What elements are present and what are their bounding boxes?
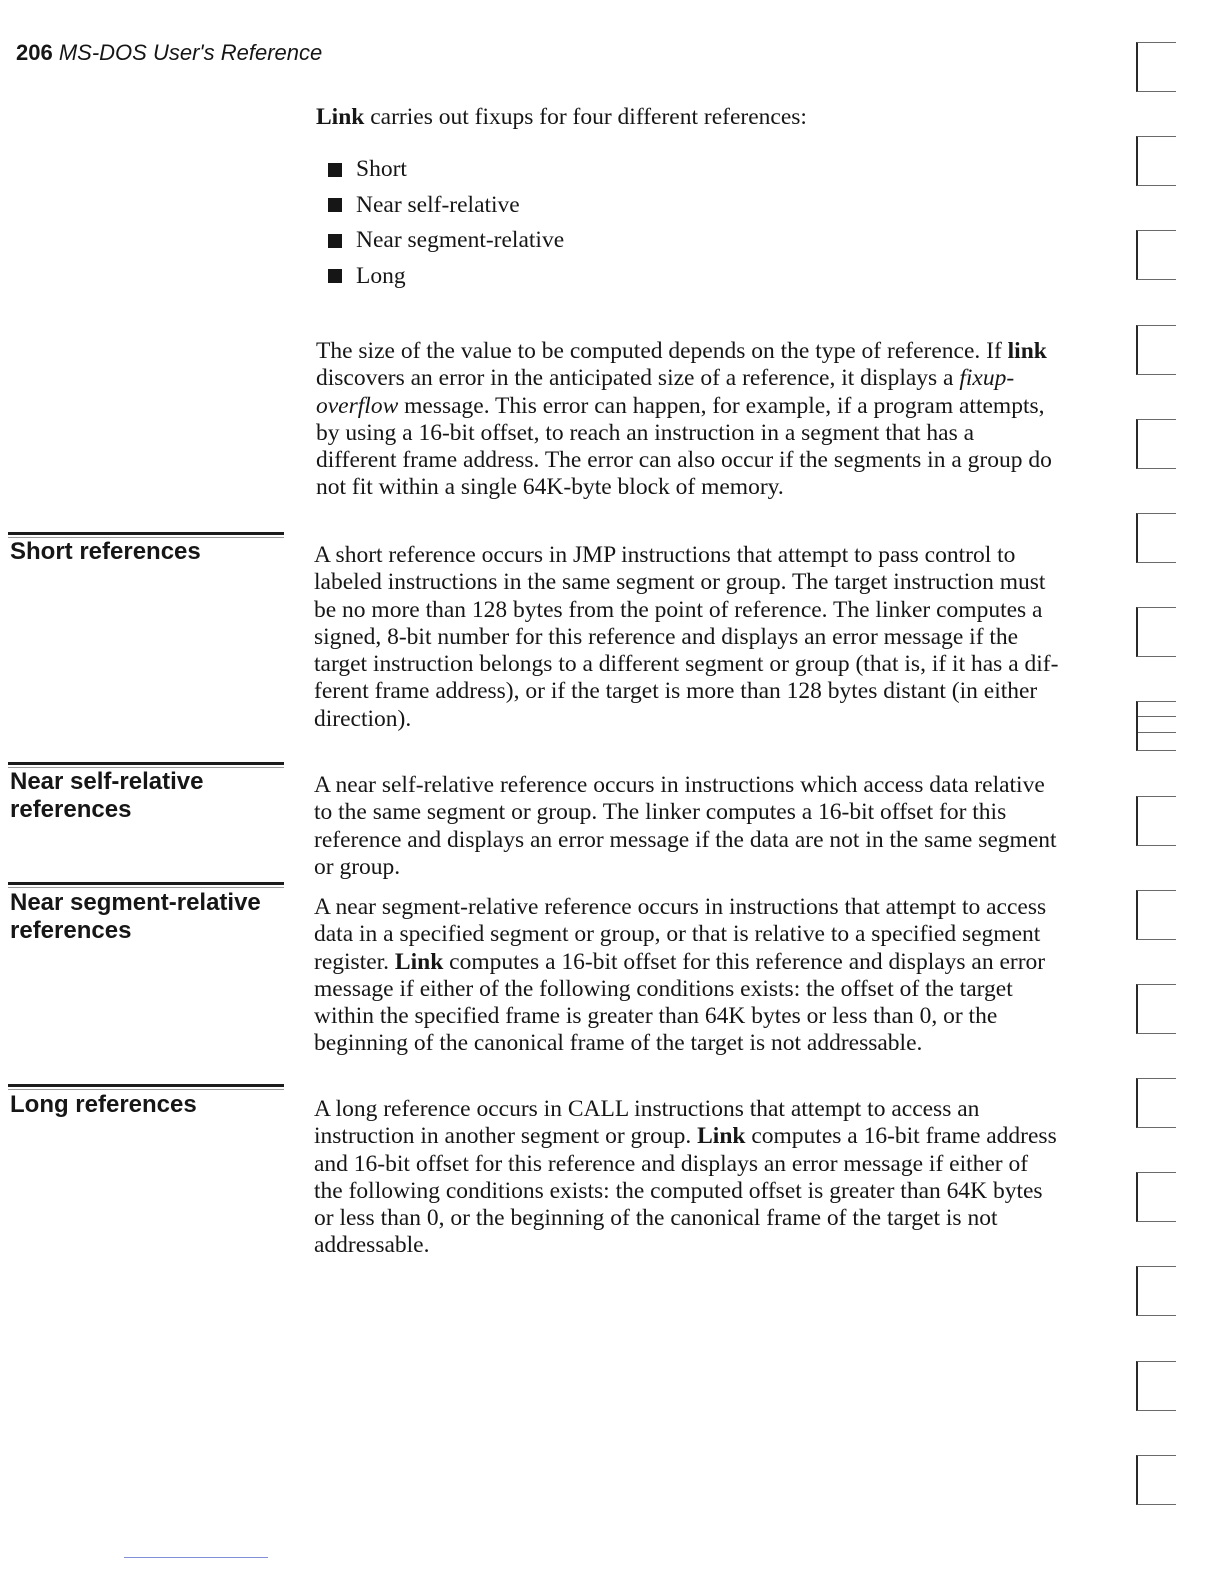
binder-tab xyxy=(1136,796,1176,846)
square-bullet-icon xyxy=(328,269,342,283)
binder-tab xyxy=(1136,1172,1176,1222)
section-divider xyxy=(8,1084,284,1087)
size-text-2: discovers an error in the anticipated size of a reference, it displays a xyxy=(316,365,960,392)
binder-tab xyxy=(1136,1455,1176,1505)
square-bullet-icon xyxy=(328,234,342,248)
binder-tab xyxy=(1136,1266,1176,1316)
book-title: MS-DOS User's Reference xyxy=(58,40,323,65)
list-item xyxy=(318,152,564,188)
heading-line-1: Near segment-relative xyxy=(10,889,261,916)
size-paragraph xyxy=(316,338,1058,502)
short-references-heading: Short references xyxy=(10,538,201,565)
intro-text: carries out fixups for four different references: xyxy=(364,104,807,130)
segment-text-1: A near segment-relative reference occurs in instructions that attempt to access data in a specified segment or group, or that is relative to a specified segment register. xyxy=(314,894,1047,975)
near-segment-relative-text xyxy=(314,894,1060,1058)
binder-tab xyxy=(1136,1361,1176,1411)
heading-line-1: Near self-relative xyxy=(10,768,204,795)
footer-rule xyxy=(124,1557,268,1558)
size-text-3: message. This error can happen, for example, if a program attempts, by using a 16-bit offset, to reach an instruction in a segment that has a different frame address. The error can also occur if the segments in a group do not fit within a single 64K-byte block of memory. xyxy=(316,392,1052,501)
fixup-overflow-term: fixup-overflow xyxy=(316,365,1015,419)
long-references-heading: Long references xyxy=(10,1091,197,1118)
binder-tab xyxy=(1136,325,1176,375)
list-item xyxy=(318,259,564,295)
list-item-label: Near segment-relative xyxy=(356,227,565,254)
binder-tab xyxy=(1136,607,1176,657)
size-text-1: The size of the value to be computed depends on the type of reference. If xyxy=(316,338,1008,364)
section-divider xyxy=(8,882,284,885)
binder-tab-active xyxy=(1136,701,1176,751)
near-self-relative-heading xyxy=(10,768,290,824)
intro-paragraph xyxy=(316,104,1058,131)
short-references-text: A short reference occurs in JMP instructions that attempt to pass control to labeled instructions in the same segment or group. The target instruction must be no more than 128 bytes from the point of reference. The linker computes a signed, 8-bit number for this reference and displays an error message if the target instruction belongs to a different segment or group (that is, if it has a different frame address), or if the target is more than 128 bytes distant (in either direction). xyxy=(314,542,1059,732)
binder-tab xyxy=(1136,984,1176,1034)
reference-type-list xyxy=(318,152,564,294)
long-references-text xyxy=(314,1096,1060,1260)
binder-tab xyxy=(1136,419,1176,469)
link-command: Link xyxy=(697,1123,746,1150)
heading-line-2: references xyxy=(10,917,132,944)
near-self-relative-text: A near self-relative reference occurs in instructions which access data relative to the same segment or group. The linker computes a 16-bit offset for this reference and displays an error message if the data are not in the same segment or group. xyxy=(314,772,1057,880)
binder-tab xyxy=(1136,136,1176,186)
list-item-label: Near self-relative xyxy=(356,191,520,218)
link-command: Link xyxy=(394,948,444,975)
binder-tab xyxy=(1136,230,1176,280)
section-divider xyxy=(8,532,284,535)
list-item-label: Short xyxy=(356,156,407,183)
binder-tab-column xyxy=(1136,42,1186,1549)
list-item-label: Long xyxy=(356,262,406,289)
binder-tab xyxy=(1136,890,1176,940)
heading-line-2: references xyxy=(10,796,132,823)
segment-text-2: computes a 16-bit offset for this reference and displays an error message if either of the following conditions exists: the offset of the target within the specified frame is greater than 64K bytes or less than 0, or the beginning of the canonical frame of the target is not addressable. xyxy=(314,948,1046,1057)
page-header xyxy=(16,38,322,68)
long-text-1: A long reference occurs in CALL instructions that attempt to access an instruction in another segment or group. xyxy=(314,1096,980,1150)
link-command: Link xyxy=(316,104,365,130)
square-bullet-icon xyxy=(328,198,342,212)
binder-tab xyxy=(1136,513,1176,563)
near-segment-relative-heading xyxy=(10,889,290,945)
long-text-2: computes a 16-bit frame address and 16-bit offset for this reference and displays an error message if either of the following conditions exists: the computed offset is greater than 64K bytes or less than 0, or the beginning of the canonical frame of the target is not addressable. xyxy=(314,1123,1057,1259)
section-divider xyxy=(8,762,284,765)
square-bullet-icon xyxy=(328,163,342,177)
list-item xyxy=(318,223,564,259)
link-command: link xyxy=(1007,338,1047,364)
page-number: 206 xyxy=(16,40,53,65)
binder-tab xyxy=(1136,42,1176,92)
binder-tab xyxy=(1136,1078,1176,1128)
list-item xyxy=(318,188,564,224)
